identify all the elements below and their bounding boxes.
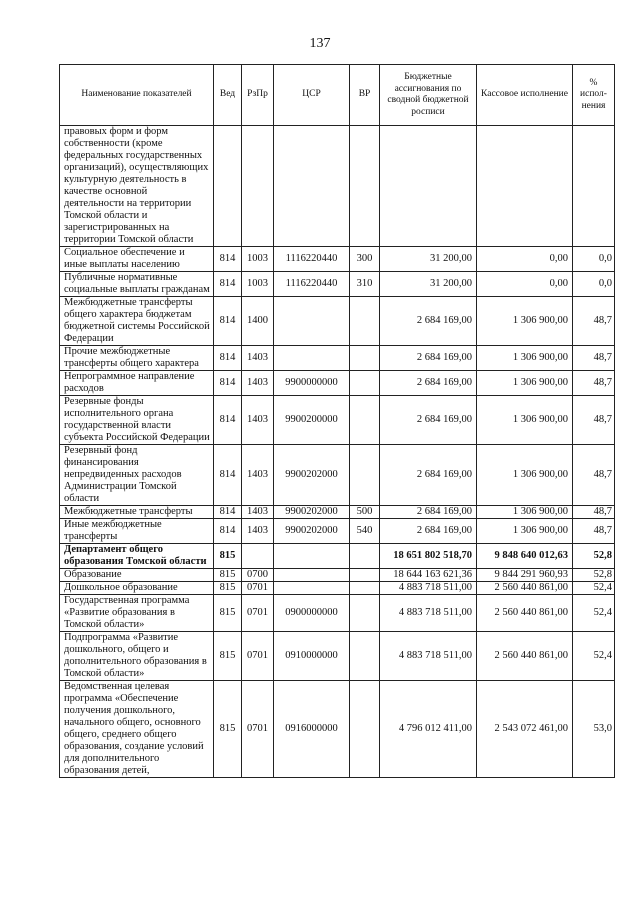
cell-vr: 500	[350, 506, 380, 519]
cell-vr	[350, 396, 380, 445]
cell-vr	[350, 681, 380, 778]
header-name: Наименование показателей	[60, 65, 214, 126]
cell-name: Резервные фонды исполнительного органа государственной власти субъекта Российской Федерации	[60, 396, 214, 445]
cell-rzpr: 0701	[242, 632, 274, 681]
cell-exec: 2 560 440 861,00	[477, 582, 573, 595]
cell-name: Резервный фонд финансирования непредвиденных расходов Администрации Томской области	[60, 445, 214, 506]
cell-vr	[350, 126, 380, 247]
table-row	[60, 247, 615, 272]
cell-rzpr: 0701	[242, 595, 274, 632]
cell-exec: 1 306 900,00	[477, 371, 573, 396]
cell-csr: 9900202000	[274, 506, 350, 519]
table-row	[60, 297, 615, 346]
header-rzpr: РзПр	[242, 65, 274, 126]
cell-csr: 9900202000	[274, 519, 350, 544]
cell-plan	[380, 126, 477, 247]
header-row	[60, 65, 615, 126]
table-row	[60, 272, 615, 297]
cell-ved	[214, 126, 242, 247]
cell-vr: 310	[350, 272, 380, 297]
page-number: 137	[309, 36, 331, 51]
cell-plan: 18 651 802 518,70	[380, 544, 477, 569]
cell-exec: 0,00	[477, 272, 573, 297]
cell-pct: 48,7	[573, 371, 615, 396]
cell-pct	[573, 126, 615, 247]
cell-plan: 2 684 169,00	[380, 371, 477, 396]
cell-vr	[350, 297, 380, 346]
cell-rzpr: 1403	[242, 506, 274, 519]
cell-ved: 815	[214, 582, 242, 595]
table-row	[60, 371, 615, 396]
cell-exec: 1 306 900,00	[477, 297, 573, 346]
table-row	[60, 396, 615, 445]
cell-rzpr: 1403	[242, 519, 274, 544]
cell-plan: 2 684 169,00	[380, 506, 477, 519]
cell-vr	[350, 595, 380, 632]
cell-ved: 815	[214, 569, 242, 582]
cell-ved: 814	[214, 519, 242, 544]
cell-name: Социальное обеспечение и иные выплаты населению	[60, 247, 214, 272]
cell-exec: 1 306 900,00	[477, 396, 573, 445]
table-row	[60, 632, 615, 681]
cell-ved: 814	[214, 371, 242, 396]
cell-rzpr: 1403	[242, 396, 274, 445]
cell-plan: 4 883 718 511,00	[380, 632, 477, 681]
cell-name: Подпрограмма «Развитие дошкольного, общего и дополнительного образования в Томской области»	[60, 632, 214, 681]
cell-vr	[350, 632, 380, 681]
cell-name: Образование	[60, 569, 214, 582]
cell-pct: 48,7	[573, 346, 615, 371]
header-ved: Вед	[214, 65, 242, 126]
cell-vr: 300	[350, 247, 380, 272]
cell-pct: 0,0	[573, 247, 615, 272]
cell-rzpr: 0701	[242, 582, 274, 595]
cell-vr: 540	[350, 519, 380, 544]
cell-plan: 2 684 169,00	[380, 346, 477, 371]
cell-plan: 31 200,00	[380, 247, 477, 272]
cell-pct: 48,7	[573, 396, 615, 445]
cell-name: Межбюджетные трансферты	[60, 506, 214, 519]
cell-plan: 4 883 718 511,00	[380, 582, 477, 595]
table-row	[60, 346, 615, 371]
cell-ved: 814	[214, 297, 242, 346]
cell-name: правовых форм и форм собственности (кроме федеральных государственных организаций), осуществляющих культурную деятельность в качестве основной деятельности на территории Томской области и зарегистрированных на территории Томской области	[60, 126, 214, 247]
cell-ved: 815	[214, 544, 242, 569]
cell-vr	[350, 445, 380, 506]
cell-pct: 48,7	[573, 519, 615, 544]
cell-rzpr: 1003	[242, 247, 274, 272]
cell-plan: 2 684 169,00	[380, 396, 477, 445]
cell-rzpr: 1403	[242, 346, 274, 371]
cell-csr: 9900000000	[274, 371, 350, 396]
cell-exec: 9 844 291 960,93	[477, 569, 573, 582]
cell-name: Ведомственная целевая программа «Обеспечение получения дошкольного, начального общего, основного общего, среднего общего образования, создание условий для дополнительного образования детей,	[60, 681, 214, 778]
cell-plan: 31 200,00	[380, 272, 477, 297]
cell-name: Департамент общего образования Томской области	[60, 544, 214, 569]
cell-name: Межбюджетные трансферты общего характера бюджетам бюджетной системы Российской Федерации	[60, 297, 214, 346]
cell-vr	[350, 582, 380, 595]
table-row	[60, 445, 615, 506]
cell-name: Публичные нормативные социальные выплаты гражданам	[60, 272, 214, 297]
cell-pct: 48,7	[573, 506, 615, 519]
cell-plan: 18 644 163 621,36	[380, 569, 477, 582]
cell-csr	[274, 582, 350, 595]
budget-table	[59, 64, 615, 778]
cell-ved: 814	[214, 272, 242, 297]
cell-exec: 1 306 900,00	[477, 519, 573, 544]
header-exec: Кассовое исполнение	[477, 65, 573, 126]
cell-csr: 0916000000	[274, 681, 350, 778]
cell-pct: 52,4	[573, 582, 615, 595]
cell-plan: 2 684 169,00	[380, 445, 477, 506]
cell-vr	[350, 371, 380, 396]
cell-vr	[350, 544, 380, 569]
cell-csr	[274, 346, 350, 371]
cell-csr	[274, 126, 350, 247]
cell-csr: 1116220440	[274, 247, 350, 272]
cell-pct: 52,8	[573, 569, 615, 582]
cell-csr	[274, 297, 350, 346]
header-pct: % испол-нения	[573, 65, 615, 126]
table-row	[60, 506, 615, 519]
table-row	[60, 544, 615, 569]
cell-exec	[477, 126, 573, 247]
cell-ved: 814	[214, 396, 242, 445]
cell-name: Прочие межбюджетные трансферты общего характера	[60, 346, 214, 371]
cell-csr: 9900202000	[274, 445, 350, 506]
cell-rzpr: 0700	[242, 569, 274, 582]
table-row	[60, 582, 615, 595]
cell-name: Непрограммное направление расходов	[60, 371, 214, 396]
cell-exec: 2 560 440 861,00	[477, 595, 573, 632]
cell-rzpr	[242, 126, 274, 247]
cell-plan: 2 684 169,00	[380, 297, 477, 346]
cell-csr	[274, 569, 350, 582]
cell-plan: 4 883 718 511,00	[380, 595, 477, 632]
cell-name: Государственная программа «Развитие образования в Томской области»	[60, 595, 214, 632]
cell-exec: 1 306 900,00	[477, 346, 573, 371]
cell-pct: 53,0	[573, 681, 615, 778]
cell-pct: 52,4	[573, 595, 615, 632]
cell-rzpr: 0701	[242, 681, 274, 778]
cell-pct: 48,7	[573, 445, 615, 506]
cell-ved: 815	[214, 595, 242, 632]
cell-ved: 814	[214, 506, 242, 519]
cell-csr: 1116220440	[274, 272, 350, 297]
table-row	[60, 569, 615, 582]
cell-pct: 0,0	[573, 272, 615, 297]
cell-exec: 9 848 640 012,63	[477, 544, 573, 569]
header-csr: ЦСР	[274, 65, 350, 126]
cell-csr	[274, 544, 350, 569]
cell-plan: 4 796 012 411,00	[380, 681, 477, 778]
cell-csr: 0900000000	[274, 595, 350, 632]
table-row	[60, 595, 615, 632]
cell-exec: 2 543 072 461,00	[477, 681, 573, 778]
table-row	[60, 126, 615, 247]
cell-rzpr: 1003	[242, 272, 274, 297]
header-plan: Бюджетные ассигнования по сводной бюджетной росписи	[380, 65, 477, 126]
cell-pct: 48,7	[573, 297, 615, 346]
cell-name: Иные межбюджетные трансферты	[60, 519, 214, 544]
cell-vr	[350, 346, 380, 371]
cell-ved: 814	[214, 445, 242, 506]
cell-name: Дошкольное образование	[60, 582, 214, 595]
header-vr: ВР	[350, 65, 380, 126]
cell-ved: 814	[214, 346, 242, 371]
cell-csr: 9900200000	[274, 396, 350, 445]
cell-plan: 2 684 169,00	[380, 519, 477, 544]
table-row	[60, 519, 615, 544]
cell-rzpr: 1403	[242, 371, 274, 396]
cell-ved: 815	[214, 632, 242, 681]
cell-rzpr	[242, 544, 274, 569]
table-row	[60, 681, 615, 778]
cell-exec: 0,00	[477, 247, 573, 272]
cell-vr	[350, 569, 380, 582]
cell-exec: 1 306 900,00	[477, 445, 573, 506]
cell-csr: 0910000000	[274, 632, 350, 681]
cell-rzpr: 1400	[242, 297, 274, 346]
cell-exec: 2 560 440 861,00	[477, 632, 573, 681]
cell-pct: 52,8	[573, 544, 615, 569]
cell-ved: 814	[214, 247, 242, 272]
cell-ved: 815	[214, 681, 242, 778]
cell-rzpr: 1403	[242, 445, 274, 506]
cell-pct: 52,4	[573, 632, 615, 681]
cell-exec: 1 306 900,00	[477, 506, 573, 519]
